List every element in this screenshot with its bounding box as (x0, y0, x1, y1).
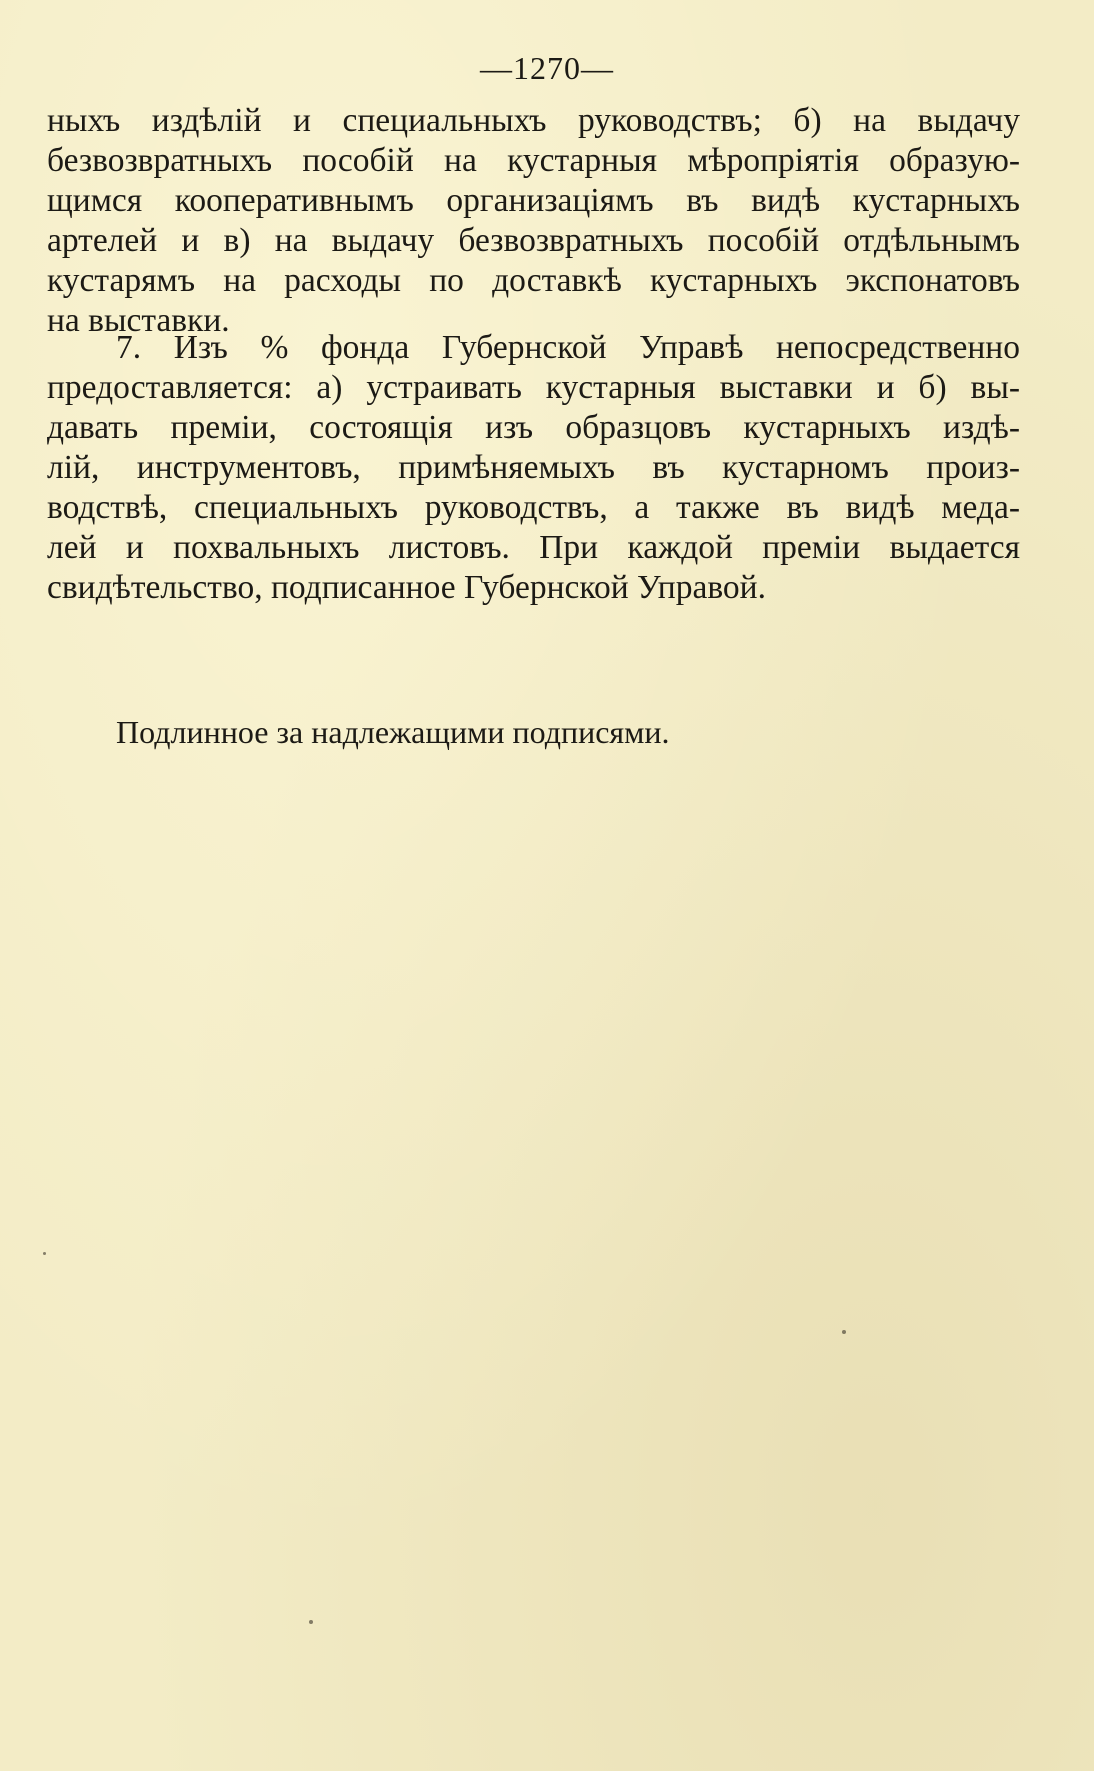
ink-speck (43, 1252, 46, 1255)
paragraph-7 (47, 328, 1020, 608)
paragraph-line: ныхъ издѣлій и специальныхъ руководствъ; б) на выдачу (47, 102, 1020, 139)
paragraph-line: водствѣ, специальныхъ руководствъ, а также въ видѣ меда- (47, 489, 1020, 526)
paragraph-line: на выставки. (47, 302, 230, 339)
paragraph-line: кустарямъ на расходы по доставкѣ кустарныхъ экспонатовъ (47, 262, 1020, 299)
page-number: —1270— (480, 50, 614, 86)
paragraph-line: безвозвратныхъ пособій на кустарныя мѣропріятія образую- (47, 142, 1020, 179)
closing-attestation: Подлинное за надлежащими подписями. (116, 714, 670, 750)
paragraph-line: артелей и в) на выдачу безвозвратныхъ пособій отдѣльнымъ (47, 222, 1020, 259)
paragraph-line: давать преміи, состоящія изъ образцовъ кустарныхъ издѣ- (47, 409, 1020, 446)
paragraph-line: лій, инструментовъ, примѣняемыхъ въ кустарномъ произ- (47, 449, 1020, 486)
paragraph-line: щимся кооперативнымъ организаціямъ въ видѣ кустарныхъ (47, 182, 1020, 219)
paragraph-line: 7. Изъ % фонда Губернской Управѣ непосредственно (116, 329, 1020, 366)
paragraph-line: предоставляется: а) устраивать кустарныя выставки и б) вы- (47, 369, 1020, 406)
ink-speck (842, 1330, 846, 1334)
paragraph-line: лей и похвальныхъ листовъ. При каждой преміи выдается (47, 529, 1020, 566)
paragraph-1 (47, 101, 1020, 341)
paragraph-line: свидѣтельство, подписанное Губернской Управой. (47, 569, 766, 606)
ink-speck (309, 1620, 313, 1624)
